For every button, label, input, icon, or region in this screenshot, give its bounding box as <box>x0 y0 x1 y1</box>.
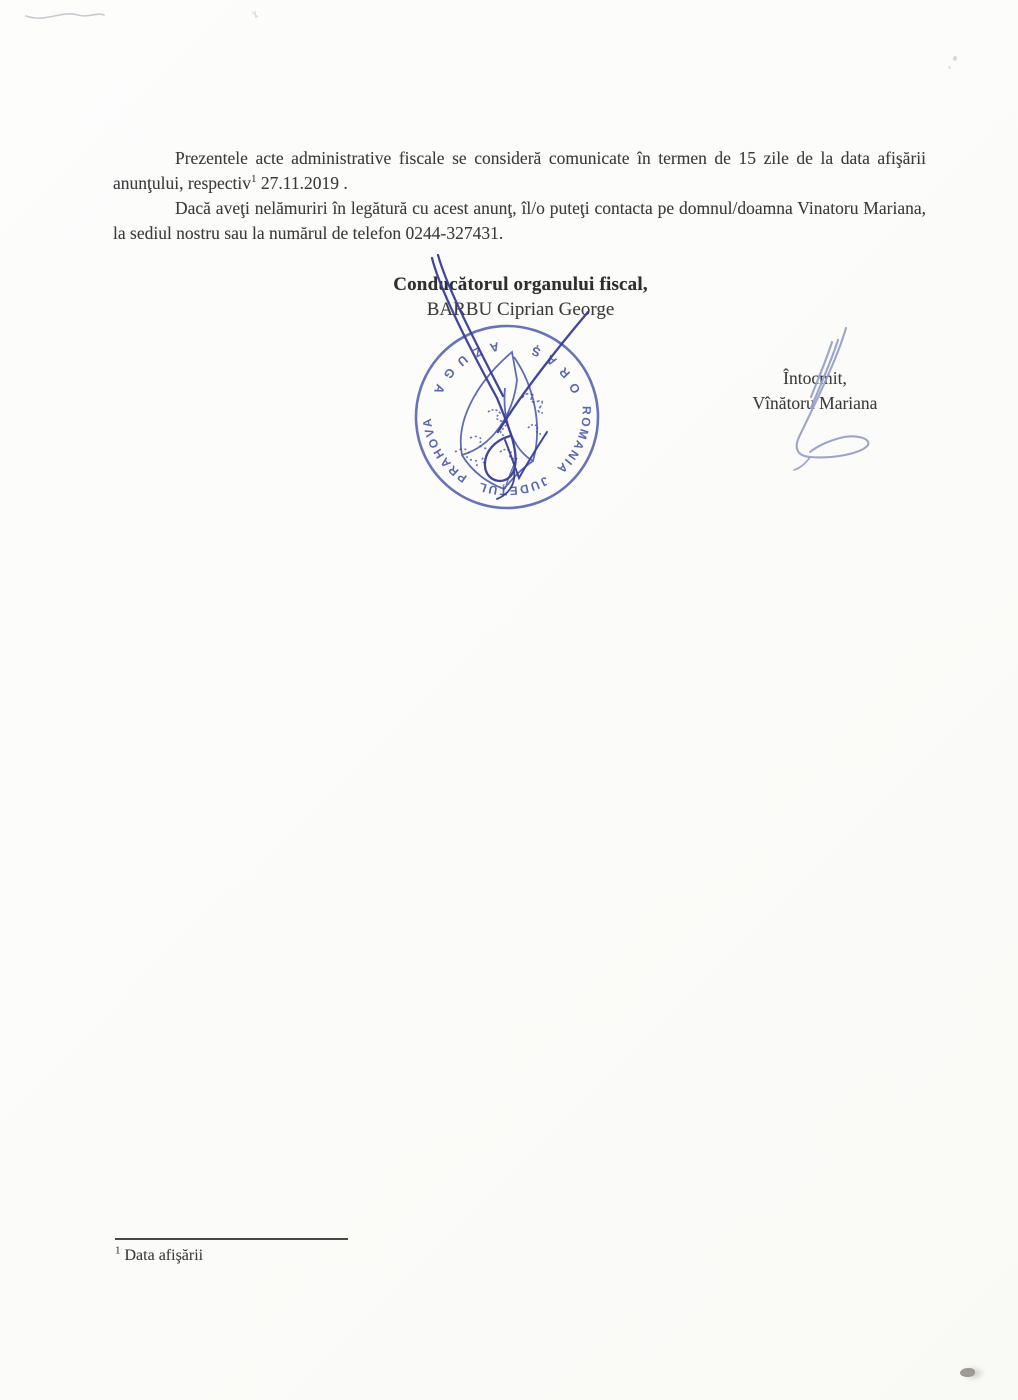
paragraph-1-text: Prezentele acte administrative fiscale se consideră comunicate în termen de 15 zile de la data afişării anunţului, respectiv <box>113 148 926 193</box>
signatory-name: BARBU Ciprian George <box>426 299 615 320</box>
prepared-by-signature <box>758 320 893 480</box>
stamp-emblem <box>461 352 537 489</box>
footnote-reference-1: 1 <box>251 173 257 186</box>
paragraph-1-date: 27.11.2019 . <box>256 173 348 193</box>
footnote-text: Data afişării <box>120 1247 204 1264</box>
body-paragraph-1 <box>113 146 926 196</box>
footnote-marker: 1 <box>115 1244 121 1257</box>
scan-artifact-squiggle <box>0 0 300 60</box>
document-body <box>113 146 926 246</box>
footnote <box>115 1238 515 1265</box>
official-stamp <box>388 242 678 532</box>
scan-artifact-corner-mark <box>960 1368 975 1377</box>
footnote-divider <box>115 1238 348 1240</box>
prepared-by-name: Vînătoru Mariana <box>752 392 878 413</box>
scan-artifact-speck <box>952 55 958 61</box>
body-paragraph-2: Dacă aveţi nelămuriri în legătură cu acest anunţ, îl/o puteţi contacta pe domnul/doamna Vinatoru Mariana, la sediul nostru sau la numărul de telefon 0244-327431. <box>113 198 926 243</box>
footnote-entry <box>115 1244 515 1265</box>
scan-artifact-speck-small <box>948 66 951 69</box>
stamp-ring-top-text: ✳ ROMANIA JUDEŢUL PRAHOVA ✳ <box>419 406 594 499</box>
prepared-by-label: Întocmit, <box>783 368 847 388</box>
stamp-ring-bottom-text: ORAŞ AZUGA <box>427 338 584 405</box>
signatory-title: Conducătorul organului fiscal, <box>393 274 648 295</box>
